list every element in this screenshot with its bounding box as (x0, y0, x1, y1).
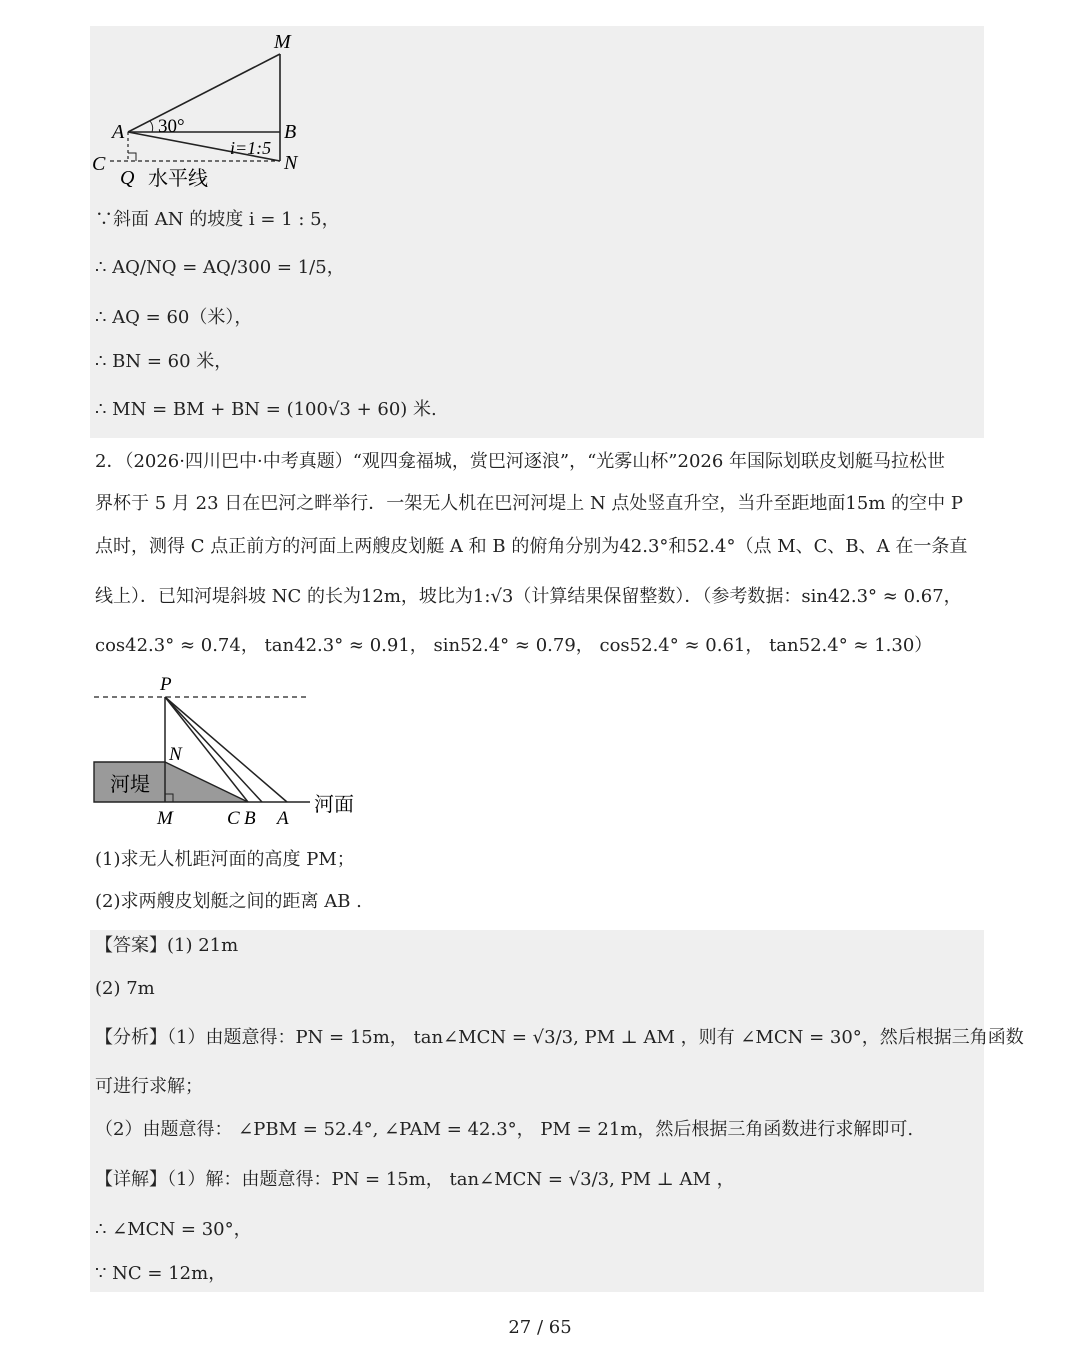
label-C: C (227, 808, 240, 829)
problem-line: 界杯于 5 月 23 日在巴河之畔举行．一架无人机在巴河河堤上 N 点处竖直升空，当升至距地面15m 的空中 P (95, 493, 963, 514)
detail-line: ∴ ∠MCN = 30°， (95, 1219, 252, 1240)
label-M: M (157, 808, 173, 829)
label-N: N (284, 152, 298, 174)
question-line: (1)求无人机距河面的高度 PM； (95, 849, 355, 870)
label-C: C (92, 153, 106, 175)
analysis-line: 可进行求解； (95, 1076, 203, 1097)
solution-line: ∴ AQ/NQ = AQ/300 = 1/5， (95, 257, 345, 278)
label-horizontal: 水平线 (148, 168, 208, 190)
answer-line: 【答案】(1) 21m (95, 935, 239, 956)
solution-line: ∴ MN = BM + BN = (100√3 + 60) 米. (95, 399, 437, 420)
figure-drone-river (90, 672, 370, 832)
label-bank: 河堤 (110, 774, 150, 796)
problem-line: 点时，测得 C 点正前方的河面上两艘皮划艇 A 和 B 的俯角分别为42.3°和52.4°（点 M、C、B、A 在一条直 (95, 536, 968, 557)
figure-slope-diagram (90, 26, 330, 196)
question-line: (2)求两艘皮划艇之间的距离 AB . (95, 891, 362, 912)
analysis-line: （2）由题意得： ∠PBM = 52.4°, ∠PAM = 42.3°， PM = 21m，然后根据三角函数进行求解即可. (95, 1119, 914, 1140)
label-A: A (277, 808, 289, 829)
label-M: M (274, 31, 291, 53)
label-river: 河面 (314, 794, 354, 816)
label-P: P (160, 674, 172, 695)
problem-line: 2．（2026·四川巴中·中考真题）“观四龛福城，赏巴河逐浪”，“光雾山杯”2026 年国际划联皮划艇马拉松世 (95, 451, 946, 472)
problem-line: cos42.3° ≈ 0.74， tan42.3° ≈ 0.91， sin52.4° ≈ 0.79， cos52.4° ≈ 0.61， tan52.4° ≈ 1.30） (95, 635, 933, 656)
problem-line: 线上）．已知河堤斜坡 NC 的长为12m，坡比为1:√3（计算结果保留整数）．（参考数据：sin42.3° ≈ 0.67， (95, 586, 962, 607)
solution-line: ∵斜面 AN 的坡度 i = 1 : 5， (95, 209, 340, 230)
solution-line: ∴ AQ = 60（米）， (95, 307, 253, 328)
label-B: B (284, 121, 297, 143)
detail-line: 【详解】（1）解：由题意得：PN = 15m， tan∠MCN = √3/3, PM ⊥ AM ， (95, 1169, 735, 1190)
label-slope: i=1:5 (230, 138, 272, 158)
detail-line: ∵ NC = 12m， (95, 1263, 227, 1284)
label-Q: Q (120, 167, 135, 189)
label-N: N (169, 744, 182, 765)
page-number: 27 / 65 (508, 1317, 572, 1338)
label-B: B (244, 808, 256, 829)
solution-line: ∴ BN = 60 米， (95, 351, 233, 372)
answer-line: (2) 7m (95, 978, 155, 999)
analysis-line: 【分析】（1）由题意得：PN = 15m， tan∠MCN = √3/3, PM ⊥ AM ，则有 ∠MCN = 30°，然后根据三角函数 (95, 1027, 1024, 1048)
label-angle: 30° (158, 116, 185, 137)
label-A: A (112, 121, 125, 143)
